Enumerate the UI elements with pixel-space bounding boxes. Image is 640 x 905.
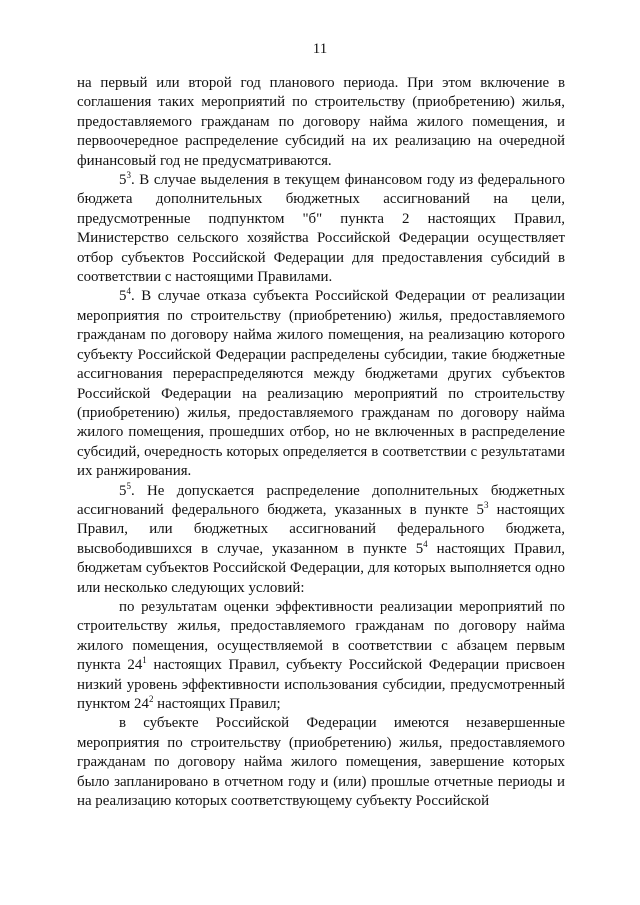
reference-superscript: 2 xyxy=(148,694,154,705)
paragraph-continuation xyxy=(77,74,565,171)
paragraph-text: настоящих Правил; xyxy=(153,696,281,712)
paragraph-5-3 xyxy=(77,171,565,287)
paragraph-text: . В случае отказа субъекта Российской Федерации от реализации мероприятия по строительству (приобретению) жилья, предоставляемого гражданам по договору найма жилого помещения, на реализацию которого субъекту Российской Федерации распределены субсидии, такие бюджетные ассигнования перераспределяются между бюджетами других субъектов Российской Федерации на реализацию мероприятий по строительству (приобретению) жилья, предоставляемого гражданам по договору найма жилого помещения, прошедших отбор, но не включенных в распределение субсидий, очередность которых определяется в соответствии с результатами их ранжирования. xyxy=(77,288,565,480)
paragraph-text: в субъекте Российской Федерации имеются незавершенные мероприятия по строительству (приобретению) жилья, предоставляемого гражданам по договору найма жилого помещения, завершение которых было запланировано в отчетном году и (или) прошлые отчетные периоды и на реализацию которых соответствующему субъекту Российской xyxy=(77,715,565,810)
reference-superscript: 4 xyxy=(423,538,428,549)
document-body xyxy=(77,74,565,811)
page-number: 11 xyxy=(312,41,328,57)
reference-superscript: 3 xyxy=(483,499,489,510)
paragraph-text: настоящих Правил, бюджетам субъектов Российской Федерации, для которых выполняется одно или несколько следующих условий: xyxy=(77,540,565,596)
clause-number-superscript: 3 xyxy=(126,170,131,181)
paragraph-text: на первый или второй год планового периода. При этом включение в соглашения таких мероприятий по строительству (приобретению) жилья, предоставляемого гражданам по договору найма жилого помещения, и первоочередное распределение субсидий на их реализацию на очередной финансовый год не предусматриваются. xyxy=(77,75,565,169)
paragraph-text: настоящих Правил, или бюджетных ассигнований федерального бюджета, высвободившихся в случае, указанном в пункте 5 xyxy=(77,501,565,557)
paragraph-5-4 xyxy=(77,287,565,481)
clause-number: 5 xyxy=(119,288,127,305)
clause-number-superscript: 4 xyxy=(126,286,131,297)
paragraph-text: настоящих Правил, субъекту Российской Федерации присвоен низкий уровень эффективности использования субсидии, предусмотренный пунктом 24 xyxy=(77,657,565,712)
paragraph-condition-1 xyxy=(77,598,565,714)
clause-number-superscript: 5 xyxy=(126,480,131,491)
paragraph-text: по результатам оценки эффективности реализации мероприятий по строительству жилья, предоставляемого гражданам по договору найма жилого помещения, осуществляемой в соответствии с абзацем первым пункта 24 xyxy=(77,598,565,674)
paragraph-condition-2 xyxy=(77,714,565,811)
clause-number: 5 xyxy=(119,482,127,499)
reference-superscript: 1 xyxy=(142,655,147,666)
paragraph-text: . Не допускается распределение дополнительных бюджетных ассигнований федерального бюджета, указанных в пункте 5 xyxy=(77,482,565,518)
paragraph-text: . В случае выделения в текущем финансовом году из федерального бюджета дополнительных бюджетных ассигнований на цели, предусмотренные подпунктом "б" пункта 2 настоящих Правил, Министерство сельского хозяйства Российской Федерации осуществляет отбор субъектов Российской Федерации для предоставления субсидий в соответствии с настоящими Правилами. xyxy=(77,172,565,286)
clause-number: 5 xyxy=(119,172,127,189)
paragraph-5-5 xyxy=(77,482,565,598)
